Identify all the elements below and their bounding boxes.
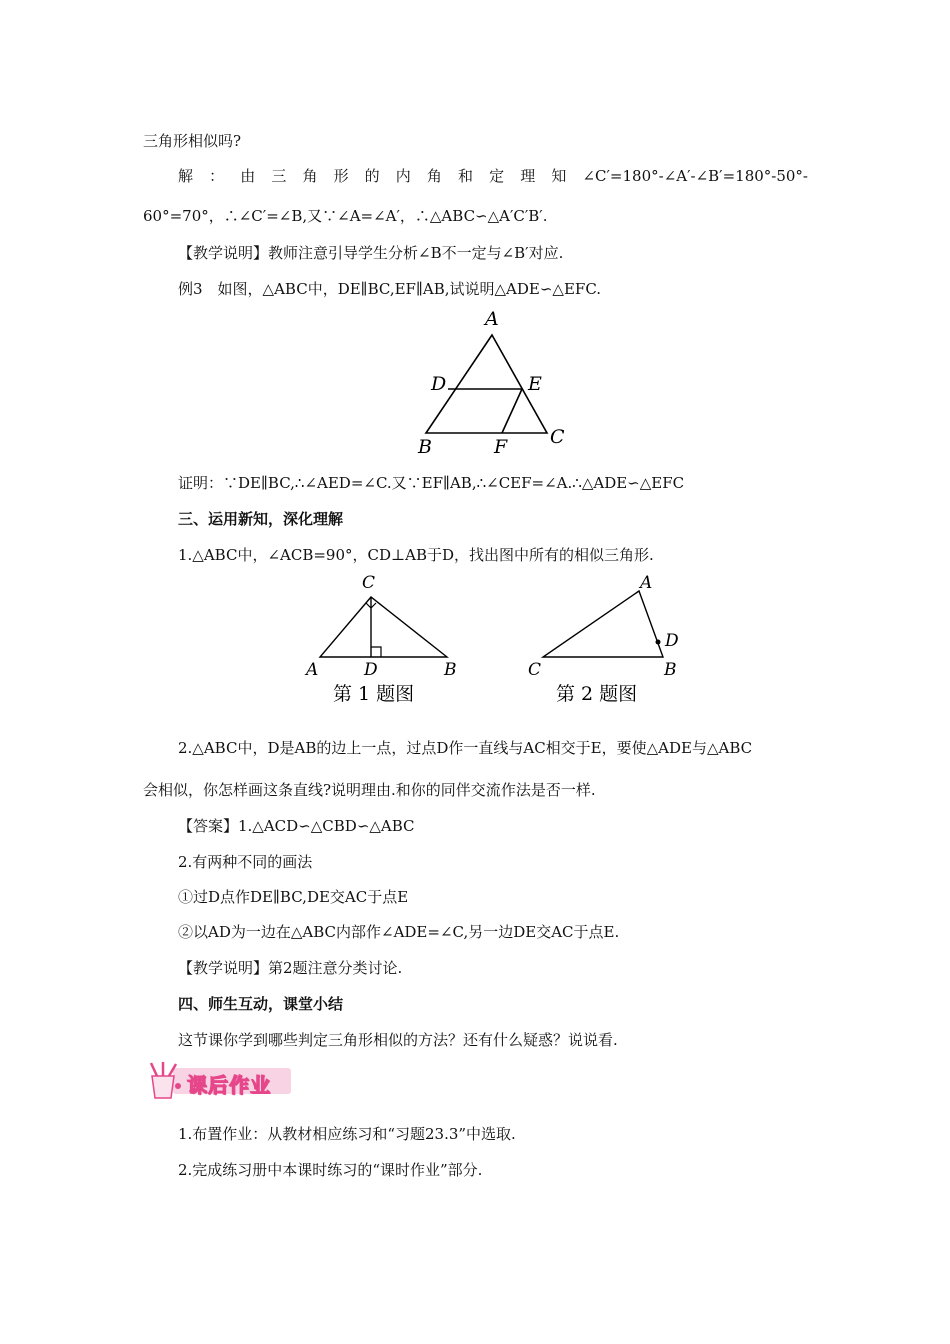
figure-exercise-2 [520,570,700,710]
label-c: C [362,573,376,593]
exercise-1: 1.△ABC中，∠ACB=90°，CD⊥AB于D，找出图中所有的相似三角形. [178,546,654,564]
label-c: C [550,426,565,448]
summary-question: 这节课你学到哪些判定三角形相似的方法？还有什么疑惑？说说看. [178,1031,618,1049]
label-e: E [528,373,542,395]
example-3: 例3 如图，△ABC中，DE∥BC,EF∥AB,试说明△ADE∽△EFC. [178,280,602,298]
section-heading-3: 三、运用新知，深化理解 [178,510,344,528]
label-b: B [418,436,432,458]
figure-exercise-1 [300,570,470,710]
answer-method-2: ②以AD为一边在△ABC内部作∠ADE=∠C,另一边DE交AC于点E. [178,923,620,941]
figure-example-3 [410,305,580,460]
right-angle-mark-d [371,647,381,657]
label-a: A [306,660,319,680]
pencil-cup-icon [143,1060,187,1102]
section-heading-4: 四、师生互动，课堂小结 [178,995,344,1013]
label-b: B [444,660,457,680]
caption: 第 2 题图 [556,683,638,705]
exercise-2-line-2: 会相似，你怎样画这条直线?说明理由.和你的同伴交流作法是否一样. [143,781,596,799]
homework-1: 1.布置作业：从教材相应练习和“习题23.3”中选取. [178,1125,516,1143]
teaching-note-1: 【教学说明】教师注意引导学生分析∠B不一定与∠B′对应. [178,244,564,262]
label-b: B [664,660,677,680]
label-a: A [640,573,653,593]
solution-line-2: 60°=70°，∴∠C′=∠B,又∵∠A=∠A′，∴△ABC∽△A′C′B′. [143,207,548,225]
label-a: A [485,308,499,330]
label-d: D [431,373,447,395]
homework-2: 2.完成练习册中本课时练习的“课时作业”部分. [178,1161,483,1179]
answer-line: 【答案】1.△ACD∽△CBD∽△ABC [178,817,415,835]
segment-ef [502,389,522,433]
exercise-2-line-1: 2.△ABC中，D是AB的边上一点，过点D作一直线与AC相交于E，要使△ADE与△ABC [178,739,753,757]
banner-title: 课后作业 [187,1073,271,1097]
triangle-abc [543,591,663,657]
caption: 第 1 题图 [333,683,415,705]
label-d: D [665,631,679,651]
triangle-abc [320,597,447,657]
label-f: F [494,436,508,458]
answer-2: 2.有两种不同的画法 [178,853,313,871]
homework-banner [143,1060,293,1102]
text-line: 三角形相似吗? [143,132,242,150]
proof-line: 证明：∵DE∥BC,∴∠AED=∠C.又∵EF∥AB,∴∠CEF=∠A.∴△ADE∽△EFC [178,474,685,492]
solution-line-1: 解：由三角形的内角和定理知∠C′=180°-∠A′-∠B′=180°-50°- [178,167,808,185]
answer-method-1: ①过D点作DE∥BC,DE交AC于点E [178,888,409,906]
label-d: D [364,660,378,680]
point-d [656,640,661,645]
teaching-note-2: 【教学说明】第2题注意分类讨论. [178,959,403,977]
label-c: C [528,660,542,680]
